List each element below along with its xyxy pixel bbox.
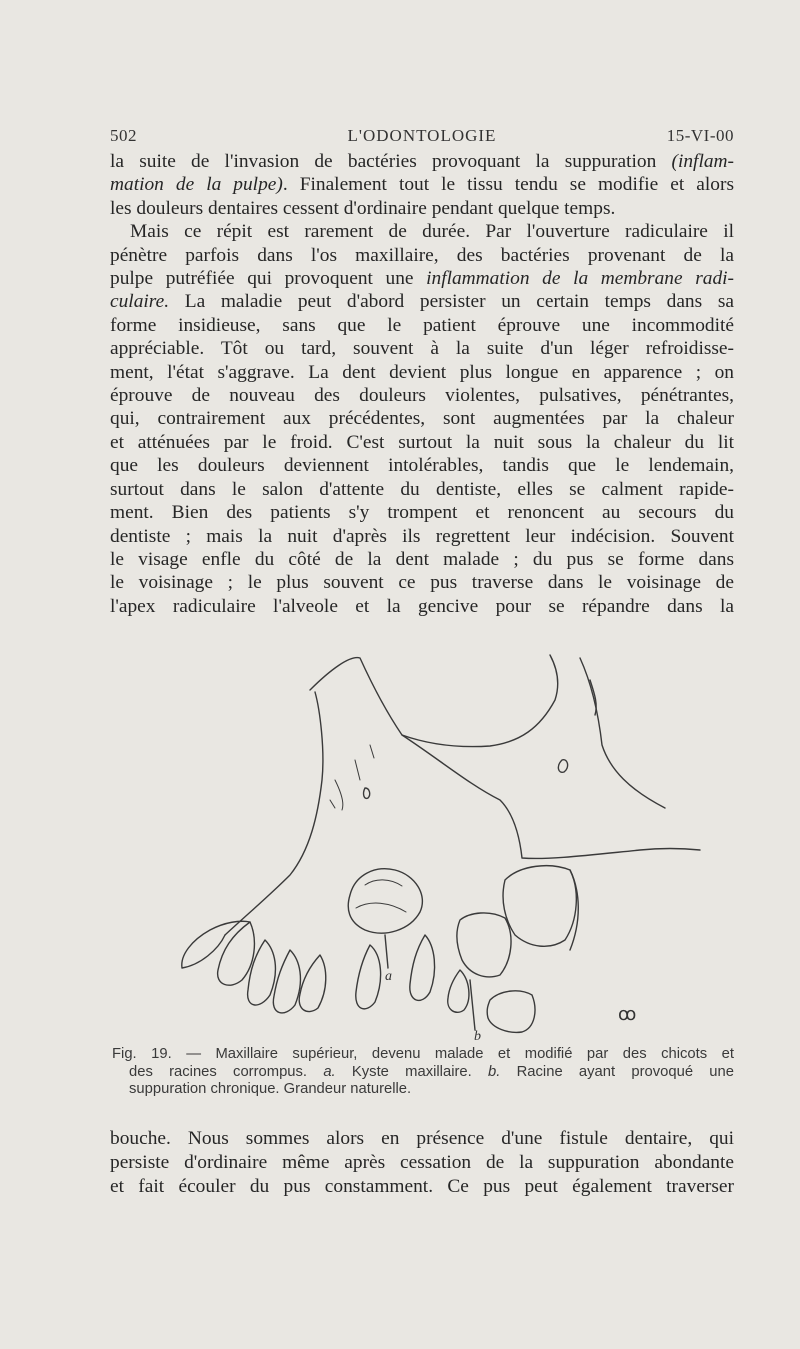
text-line: surtout dans le salon d'attente du dentiste, elles se calment rapide- bbox=[110, 478, 734, 500]
text-line: dentiste ; mais la nuit d'après ils regrettent leur indécision. Souvent bbox=[110, 525, 734, 547]
text-line: appréciable. Tôt ou tard, souvent à la suite d'un léger refroidisse- bbox=[110, 338, 734, 360]
text-line: ment, l'état s'aggrave. La dent devient plus longue en apparence ; on bbox=[110, 361, 734, 383]
text-line: et fait écouler du pus constamment. Ce pus peut également traverser bbox=[110, 1175, 734, 1197]
text-line: ment. Bien des patients s'y trompent et renoncent au secours du bbox=[110, 502, 734, 524]
maxilla-illustration bbox=[170, 650, 700, 1044]
text-line: éprouve de nouveau des douleurs violentes, pulsatives, pénétrantes, bbox=[110, 385, 734, 407]
text-line: persiste d'ordinaire même après cessation de la suppuration abondante bbox=[110, 1151, 734, 1173]
label-b: b bbox=[474, 1029, 481, 1044]
text-line: forme insidieuse, sans que le patient éprouve une incommodité bbox=[110, 314, 734, 336]
text-line: Mais ce répit est rarement de durée. Par l'ouverture radiculaire il bbox=[130, 221, 734, 243]
figure-caption bbox=[112, 1046, 734, 1099]
body-text-top bbox=[110, 150, 734, 618]
text-line: l'apex radiculaire l'alveole et la gencive pour se répandre dans la bbox=[110, 595, 734, 617]
text-line: et atténuées par le froid. C'est surtout la nuit sous la chaleur du lit bbox=[110, 431, 734, 453]
engraver-signature: ꝏ bbox=[618, 1004, 637, 1024]
text-line: les douleurs dentaires cessent d'ordinaire pendant quelque temps. bbox=[110, 197, 616, 219]
body-text-bottom bbox=[110, 1127, 734, 1198]
caption-line: Fig. 19. — Maxillaire supérieur, devenu malade et modifié par des chicots et bbox=[112, 1046, 734, 1062]
text-line: que les douleurs deviennent intolérables, tandis que le lendemain, bbox=[110, 455, 734, 477]
text-line: bouche. Nous sommes alors en présence d'une fistule dentaire, qui bbox=[110, 1128, 734, 1149]
issue-date: 15-VI-00 bbox=[666, 126, 734, 145]
text-line: la suite de l'invasion de bactéries provoquant la suppuration (inflam- bbox=[110, 151, 734, 172]
caption-line: des racines corrompus. a. Kyste maxillaire. b. Racine ayant provoqué une bbox=[129, 1063, 734, 1080]
caption-line: suppuration chronique. Grandeur naturelle. bbox=[129, 1081, 412, 1097]
maxilla-drawing bbox=[170, 650, 700, 1044]
text-line: pénètre parfois dans l'os maxillaire, des bactéries provenant de la bbox=[110, 244, 734, 266]
text-line: mation de la pulpe). Finalement tout le tissu tendu se modifie et alors bbox=[110, 174, 734, 196]
text-line: le visage enfle du côté de la dent malade ; du pus se forme dans bbox=[110, 548, 734, 570]
text-line: culaire. La maladie peut d'abord persister un certain temps dans sa bbox=[110, 291, 734, 313]
label-a: a bbox=[385, 969, 392, 984]
journal-title: L'ODONTOLOGIE bbox=[347, 126, 497, 145]
page-number: 502 bbox=[110, 126, 137, 145]
text-line: pulpe putréfiée qui provoquent une inflammation de la membrane radi- bbox=[110, 268, 734, 290]
running-head bbox=[110, 126, 734, 152]
text-line: qui, contrairement aux précédentes, sont augmentées par la chaleur bbox=[110, 408, 734, 430]
text-line: le voisinage ; le plus souvent ce pus traverse dans le voisinage de bbox=[110, 572, 734, 594]
